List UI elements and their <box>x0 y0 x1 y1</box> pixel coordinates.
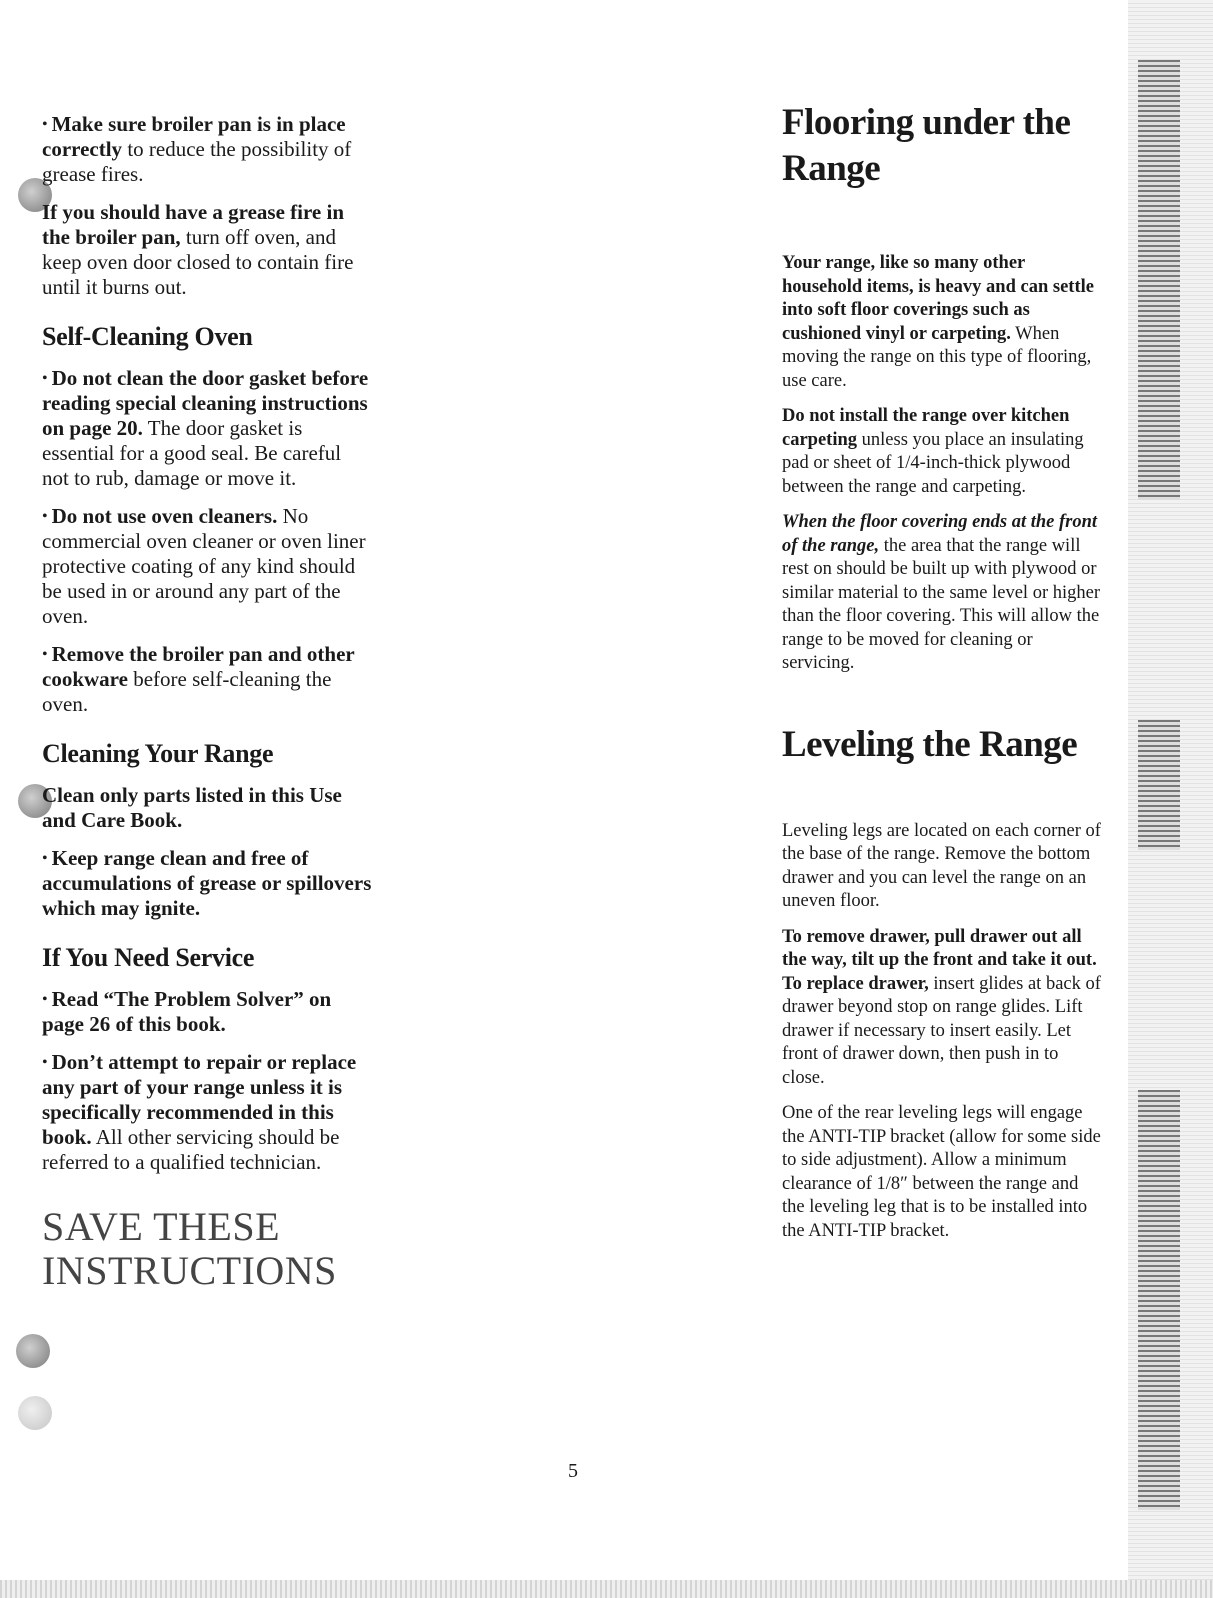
binder-hole <box>18 1396 52 1430</box>
page-number: 5 <box>568 1460 578 1482</box>
bullet-icon: • <box>42 646 48 663</box>
service-heading: If You Need Service <box>42 943 255 972</box>
cleaning-range-heading: Cleaning Your Range <box>42 739 274 768</box>
bullet-icon: • <box>42 508 48 525</box>
binding-edge <box>1128 0 1213 1598</box>
bullet-icon: • <box>42 991 48 1008</box>
save-line-1: SAVE THESE <box>42 1204 281 1249</box>
broiler-pan-note: • Make sure broiler pan is in place correctly to reduce the possibility of grease fires. <box>42 112 352 186</box>
leveling-heading: Leveling the Range <box>782 723 1078 765</box>
leveling-paragraph: Leveling legs are located on each corner of the base of the range. Remove the bottom drawer and you can level the range on an uneven floor. <box>782 820 1101 911</box>
drawer-paragraph: To remove drawer, pull drawer out all the way, tilt up the front and take it out. To replace drawer, insert glides at back of drawer beyond stop on range glides. Lift drawer if necessary to insert easily. Let front of drawer down, then push in to close. <box>782 926 1101 1088</box>
floor-covering-paragraph: When the floor covering ends at the front of the range, the area that the range will rest on should be built up with plywood or similar material to the same level or higher than the floor covering. This will allow the range to be moved for cleaning or servicing. <box>782 512 1100 673</box>
binder-hole <box>16 1334 50 1368</box>
save-line-2: INSTRUCTIONS <box>42 1248 337 1293</box>
self-cleaning-heading: Self-Cleaning Oven <box>42 322 253 351</box>
bullet-icon: • <box>42 850 48 867</box>
list-item: • Remove the broiler pan and other cookware before self-cleaning the oven. <box>42 642 355 716</box>
list-item: • Read “The Problem Solver” on page 26 of this book. <box>42 987 332 1036</box>
anti-tip-paragraph: One of the rear leveling legs will engage the ANTI-TIP bracket (allow for some side to side adjustment). Allow a minimum clearance of 1/8″ between the range and the leveling leg that is to be installed into the ANTI-TIP bracket. <box>782 1103 1101 1241</box>
bullet-icon: • <box>42 370 48 387</box>
flooring-heading: Flooring under the Range <box>782 102 1071 189</box>
right-column <box>782 100 1102 1255</box>
bullet-icon: • <box>42 1054 48 1071</box>
scan-edge-strip <box>0 1580 1213 1598</box>
list-item: • Do not clean the door gasket before reading special cleaning instructions on page 20. The door gasket is essential for a good seal. Be careful not to rub, damage or move it. <box>42 366 369 490</box>
flooring-paragraph: Your range, like so many other household items, is heavy and can settle into soft floor coverings such as cushioned vinyl or carpeting. When moving the range on this type of flooring, use care. <box>782 253 1094 391</box>
list-item: • Keep range clean and free of accumulations of grease or spillovers which may ignite. <box>42 846 372 920</box>
left-column <box>42 112 372 1293</box>
grease-fire-note: If you should have a grease fire in the broiler pan, turn off oven, and keep oven door closed to contain fire until it burns out. <box>42 200 354 299</box>
spine-tab-mark <box>1138 720 1180 850</box>
carpeting-paragraph: Do not install the range over kitchen carpeting unless you place an insulating pad or sheet of 1/4-inch-thick plywood between the range and carpeting. <box>782 406 1084 497</box>
list-item: • Do not use oven cleaners. No commercial oven cleaner or oven liner protective coating of any kind should be used in or around any part of the oven. <box>42 504 366 628</box>
list-item: • Don’t attempt to repair or replace any part of your range unless it is specifically recommended in this book. All other servicing should be referred to a qualified technician. <box>42 1050 357 1174</box>
bullet-icon: • <box>42 116 48 133</box>
spine-tab-mark <box>1138 60 1180 500</box>
spine-tab-mark <box>1138 1090 1180 1510</box>
save-instructions-banner <box>42 1205 372 1293</box>
list-item: Clean only parts listed in this Use and Care Book. <box>42 783 342 832</box>
